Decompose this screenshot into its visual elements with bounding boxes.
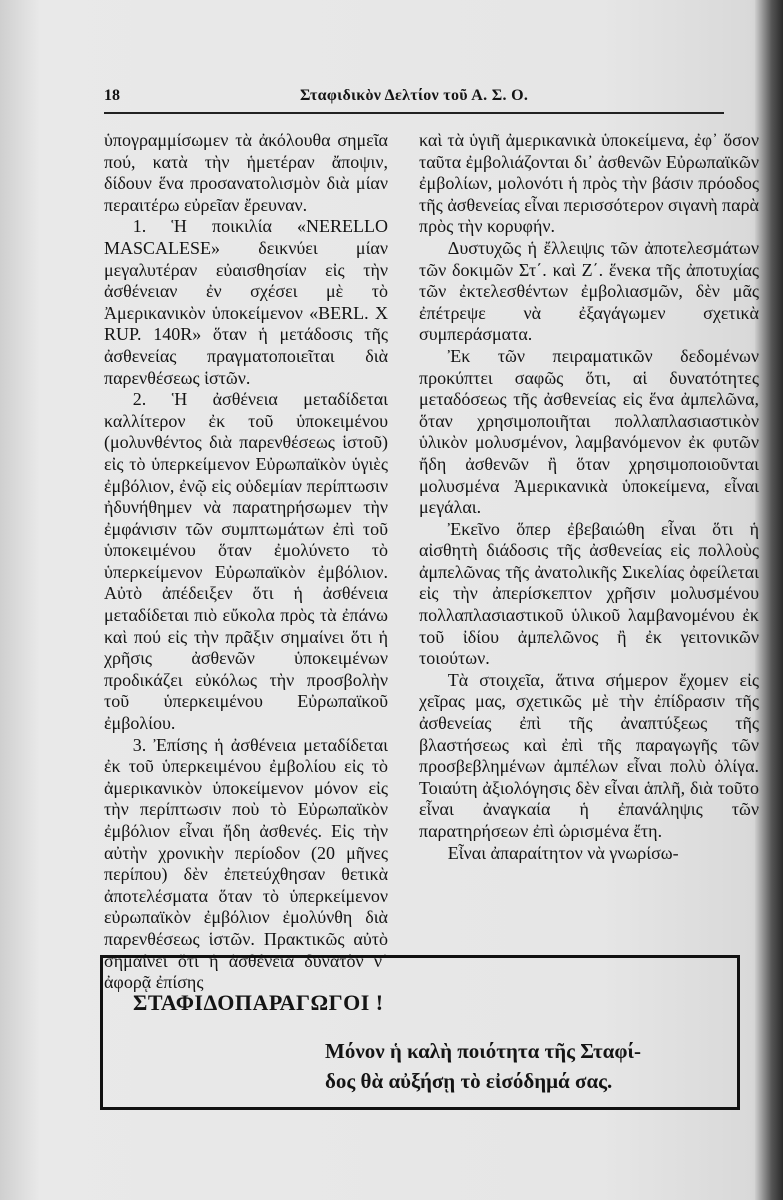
left-column [104,130,388,994]
paragraph: Δυστυχῶς ἡ ἔλλειψις τῶν ἀποτελεσμάτων τῶν δοκιμῶν Στ΄. καὶ Ζ΄. ἕνεκα τῆς ἀποτυχίας τῶν ἐκτελεσθέντων ἐμβολιασμῶν, δὲν μᾶς ἐπέτρεψε νὰ ἐξαγάγωμεν σχετικὰ συμπεράσματα. [419,237,759,345]
paragraph: Εἶναι ἀπαραίτητον νὰ γνωρίσω- [447,842,679,863]
paragraph: 2. Ἡ ἀσθένεια μεταδίδεται καλλίτερον ἐκ τοῦ ὑποκειμένου (μολυνθέντος διὰ παρενθέσεως ἱστοῦ) εἰς τὸ ὑπερκείμενον Εὐρωπαϊκὸν ὑγιὲς ἐμβόλιον, ἐνῷ εἰς οὐδεμίαν περίπτωσιν ἠδυνήθημεν νὰ παρατηρήσωμεν τὴν ἐμφάνισιν τῶν συμπτωμάτων ἐπὶ τοῦ ὑποκειμένου ὅταν ἐμολύνετο τὸ ὑπερκείμενον Εὐρωπαϊκὸν ἐμβόλιον. Αὐτὸ ἀπέδειξεν ὅτι ἡ ἀσθένεια μεταδίδεται πιὸ εὔκολα πρὸς τὰ ἐπάνω καὶ πού εἰς τὴν πρᾶξιν σημαίνει ὅτι ἡ χρῆσις ἀσθενῶν ὑποκειμένων προδικάζει εὐκόλως τὴν προσβολὴν τοῦ ὑπερκειμένου Εὐρωπαϊκοῦ ἐμβολίου. [104,389,388,734]
ad-slogan-line: Μόνον ἡ καλὴ ποιότητα τῆς Σταφί- [325,1039,641,1063]
ad-headline: ΣΤΑΦΙΔΟΠΑΡΑΓΩΓΟΙ ! [133,990,384,1015]
paragraph: 3. Ἐπίσης ἡ ἀσθένεια μεταδίδεται ἐκ τοῦ ὑπερκειμένου ἐμβολίου εἰς τὸ ἀμερικανικὸν ὑποκείμενον μόνον εἰς τὴν περίπτωσιν ποὺ τὸ Εὐρωπαϊκὸν ἐμβόλιον εἶναι ἤδη ἀσθενές. Εἰς τὴν αὐτὴν χρονικὴν περίοδον (20 μῆνες περίπου) δὲν ἐπετεύχθησαν θετικὰ ἀποτελέσματα ὅταν τὸ ὑπερκείμενον εὐρωπαϊκὸν ἐμβόλιον ἐμολύνθη διὰ παρενθέσεως ἱστῶν. Πρακτικῶς αὐτὸ σημαίνει ὅτι ἡ ἀσθένεια δυνατὸν ν᾿ ἀφορᾷ ἐπίσης [104,734,388,993]
ad-slogan [325,1036,725,1096]
paragraph: 1. Ἡ ποικιλία «NERELLO MASCALESE» δεικνύει μίαν μεγαλυτέραν εὐαισθησίαν εἰς τὴν ἀσθένειαν ἐν σχέσει μὲ τὸ Ἀμερικανικὸν ὑποκείμενον «BERL. X RUP. 140R» ὅταν ἡ μετάδοσις τῆς ἀσθενείας πραγματοποιεῖται διὰ παρενθέσεως ἱστῶν. [104,216,388,388]
paragraph: ὑπογραμμίσωμεν τὰ ἀκόλουθα σημεῖα πού, κατὰ τὴν ἡμετέραν ἄποψιν, δίδουν ἕνα προσανατολισμὸν διὰ μίαν περαιτέρω εὐρεῖαν ἔρευναν. [104,130,388,215]
advertisement-box [100,955,740,1110]
book-spine-shadow [755,0,783,1200]
paragraph: καὶ τὰ ὑγιῆ ἀμερικανικὰ ὑποκείμενα, ἐφ᾿ ὅσον ταῦτα ἐμβολιάζονται δι᾿ ἀσθενῶν Εὐρωπαϊκῶν ἐμβολίων, μολονότι ἡ πρὸς τὴν βάσιν πρόοδος τῆς ἀσθενείας εἶναι περισσότερον σιγανὴ παρὰ πρὸς τὴν κορυφήν. [419,130,759,237]
paragraph: Ἐκεῖνο ὅπερ ἐβεβαιώθη εἶναι ὅτι ἡ αἰσθητὴ διάδοσις τῆς ἀσθενείας εἰς πολλοὺς ἀμπελῶνας τῆς ἀνατολικῆς Σικελίας ὀφείλεται εἰς τὴν ἀπερίσκεπτον χρῆσιν μολυσμένου πολλαπλασιαστικοῦ ὑλικοῦ λαμβανομένου ἐκ τοῦ ἰδίου ἀμπελῶνος ἢ ἐκ γειτονικῶν τοιούτων. [419,518,759,669]
running-title: Σταφιδικὸν Δελτίον τοῦ Α. Σ. Ο. [300,87,529,104]
page-number: 18 [104,87,120,104]
paragraph: Ἐκ τῶν πειραματικῶν δεδομένων προκύπτει σαφῶς ὅτι, αἱ δυνατότητες μεταδόσεως τῆς ἀσθενείας εἰς ἕνα ἀμπελῶνα, ὅταν χρησιμοποιῆται πολλαπλασιαστικὸν ὑλικὸν μολυσμένον, λαμβανόμενον ἐκ φυτῶν ἤδη ἀσθενῶν ἢ ὅταν χρησιμοποιοῦνται μολυσμένα Ἀμερικανικὰ ὑποκείμενα, εἶναι μεγάλαι. [419,345,759,518]
page-header [104,87,724,111]
header-rule [104,112,724,114]
right-column [419,130,759,864]
paragraph: Τὰ στοιχεῖα, ἅτινα σήμερον ἔχομεν εἰς χεῖρας μας, σχετικῶς μὲ τὴν ἐπίδρασιν τῆς ἀσθενείας ἐπὶ τῆς ἀναπτύξεως τῆς βλαστήσεως καὶ ἐπὶ τῆς παραγωγῆς τῶν προσβεβλημένων ἀμπέλων εἶναι πολὺ ὀλίγα. Τοιαύτη ἀξιολόγησις δὲν εἶναι ἁπλῆ, διὰ τοῦτο εἶναι ἀναγκαία ἡ ἐπανάληψις τῶν παρατηρήσεων ἐπὶ ὡρισμένα ἔτη. [419,669,759,841]
ad-slogan-line: δος θὰ αὐξήσῃ τὸ εἰσόδημά σας. [325,1069,613,1093]
